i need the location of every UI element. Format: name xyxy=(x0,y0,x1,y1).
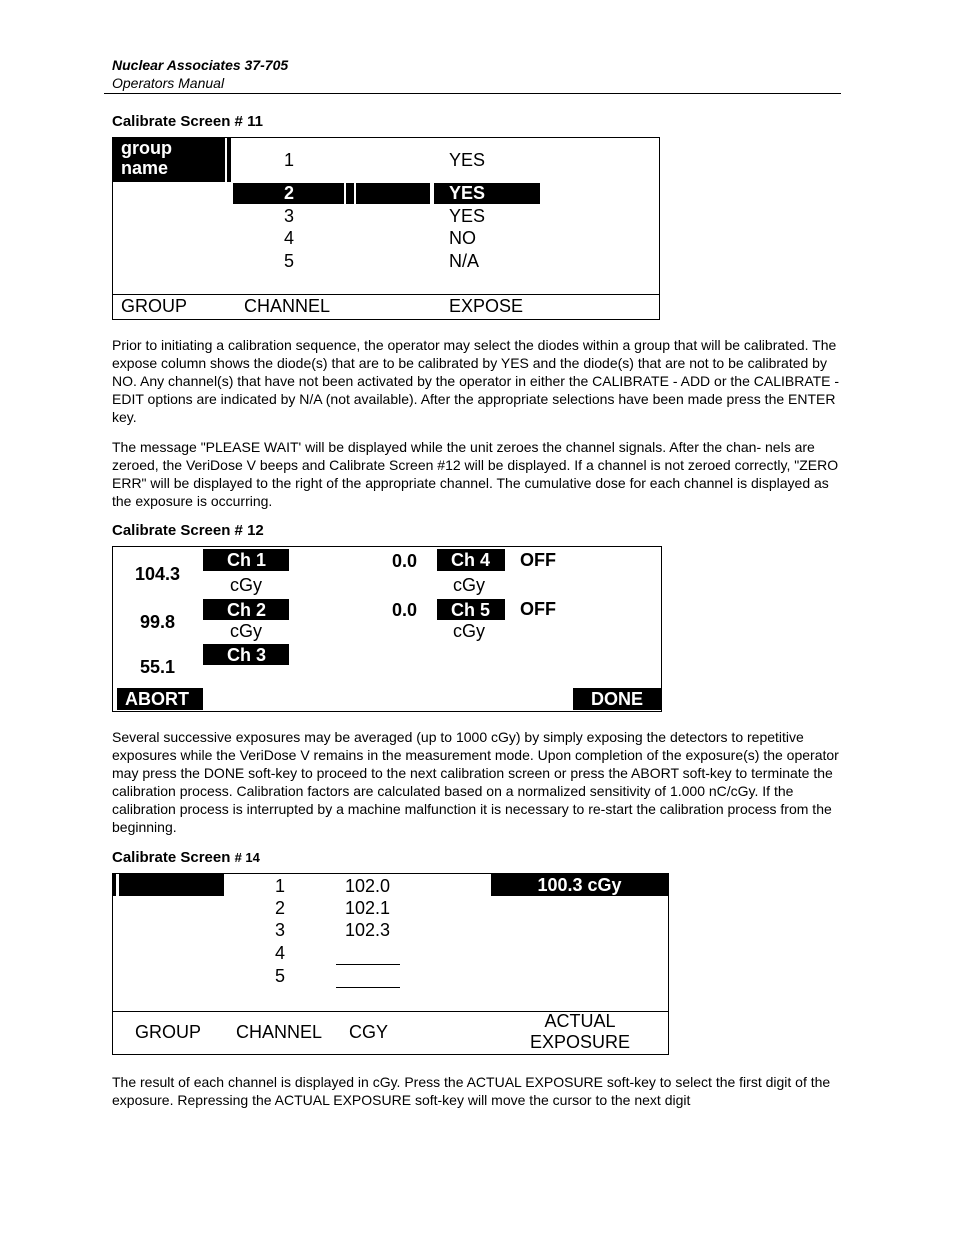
ch3-label: Ch 3 xyxy=(203,644,289,665)
screen14-caption: Calibrate Screen # 14 xyxy=(112,849,260,866)
screen11-display xyxy=(112,137,660,320)
group-name-softkey[interactable]: group name xyxy=(113,138,225,182)
ch2-label: Ch 2 xyxy=(203,599,289,620)
screen12-caption: Calibrate Screen # 12 xyxy=(112,522,264,539)
ch4-value: 0.0 xyxy=(392,551,418,571)
paragraph-4: The result of each channel is displayed in cGy. Press the ACTUAL EXPOSURE soft-key to select the first digit of the exposure. Repressing the ACTUAL EXPOSURE soft-key will move the cursor to the next digit xyxy=(112,1074,831,1108)
expose-1: YES xyxy=(449,150,486,170)
selected-channel-highlight[interactable]: 2 xyxy=(233,183,344,204)
cgy-3: 102.3 xyxy=(345,920,391,940)
screen11-caption: Calibrate Screen # 11 xyxy=(112,113,263,130)
expose-4: NO xyxy=(449,228,476,248)
ch4-status: OFF xyxy=(520,550,556,570)
ch-3: 3 xyxy=(275,920,286,940)
ch2-value: 99.8 xyxy=(140,612,176,632)
highlight-segment xyxy=(356,183,430,204)
expose-3: YES xyxy=(449,206,486,226)
manual-subtitle: Operators Manual xyxy=(112,75,225,91)
cgy-2: 102.1 xyxy=(345,898,391,918)
screen14-display xyxy=(112,873,669,1055)
ch5-label: Ch 5 xyxy=(437,599,505,620)
ch-1: 1 xyxy=(284,150,295,170)
paragraph-1: Prior to initiating a calibration sequence, the operator may select the diodes within a group that will be calibrated. The expose column shows the diode(s) that are to be calibrated by YES and the diode(s) that are not to be calibrated by NO. Any channel(s) that have not been activated by the operator in either the CALIBRATE - ADD or the CALIBRATE - EDIT options are indicated by N/A (not available). After the appropriate selections have been made press the ENTER key. xyxy=(112,337,840,425)
highlight-segment xyxy=(346,183,354,204)
ch-4: 4 xyxy=(275,943,286,963)
cgy-4-blank xyxy=(336,964,400,965)
ch5-value: 0.0 xyxy=(392,600,418,620)
paragraph-2: The message "PLEASE WAIT' will be displayed while the unit zeroes the channel signals. After the chan- nels are zeroed, the VeriDose V beeps and Calibrate Screen #12 will be displayed. If a channel is not zeroed correctly, "ZERO ERR" will be displayed to the right of the appropriate channel. The cumulative dose for each channel is displayed as the exposure is occurring. xyxy=(112,439,839,509)
ch-4: 4 xyxy=(284,228,295,248)
group-softkey[interactable]: GROUP xyxy=(135,1022,202,1042)
ch4-label: Ch 4 xyxy=(437,549,505,571)
ch-2: 2 xyxy=(275,898,286,918)
expose-softkey[interactable]: EXPOSE xyxy=(449,296,524,316)
ch-1: 1 xyxy=(275,876,286,896)
cgy-5-blank xyxy=(336,987,400,988)
done-softkey[interactable]: DONE xyxy=(573,688,661,710)
group-name-softkey[interactable] xyxy=(119,874,224,896)
screen12-display xyxy=(112,546,662,712)
manual-title: Nuclear Associates 37-705 xyxy=(112,57,289,73)
ch1-label: Ch 1 xyxy=(203,549,289,571)
channel-softkey[interactable]: CHANNEL xyxy=(244,296,331,316)
ch4-unit: cGy xyxy=(453,575,486,595)
softkey-edge xyxy=(227,138,231,182)
cgy-1: 102.0 xyxy=(345,876,391,896)
ch1-value: 104.3 xyxy=(135,564,181,584)
actual-exposure-softkey[interactable]: ACTUAL EXPOSURE xyxy=(529,1011,631,1052)
ch5-unit: cGy xyxy=(453,621,486,641)
group-softkey[interactable]: GROUP xyxy=(121,296,188,316)
ch-3: 3 xyxy=(284,206,295,226)
abort-softkey[interactable]: ABORT xyxy=(117,688,203,710)
expose-5: N/A xyxy=(449,251,480,271)
ch2-unit: cGy xyxy=(230,621,263,641)
ch5-status: OFF xyxy=(520,599,556,619)
selected-expose-highlight[interactable]: YES xyxy=(434,183,540,204)
cgy-softkey[interactable]: CGY xyxy=(349,1022,389,1042)
actual-exposure-value: 100.3 cGy xyxy=(491,874,668,896)
channel-softkey[interactable]: CHANNEL xyxy=(236,1022,323,1042)
ch-5: 5 xyxy=(284,251,295,271)
header-divider xyxy=(104,93,841,94)
ch1-unit: cGy xyxy=(230,575,263,595)
paragraph-3: Several successive exposures may be averaged (up to 1000 cGy) by simply exposing the detectors to repetitive exposures while the VeriDose V remains in the measurement mode. Upon completion of the exposure(s) the operator may press the DONE soft-key to proceed to the next calibration screen or press the ABORT soft-key to terminate the calibration process. Calibration factors are calculated based on a normalized sensitivity of 1.000 nC/cGy. If the calibration process is interrupted by a machine malfunction it is necessary to re-start the calibration process from the beginning. xyxy=(112,729,839,835)
softkey-divider xyxy=(113,294,659,295)
ch-5: 5 xyxy=(275,966,286,986)
ch3-value: 55.1 xyxy=(140,657,176,677)
group-softkey-edge xyxy=(113,874,116,896)
